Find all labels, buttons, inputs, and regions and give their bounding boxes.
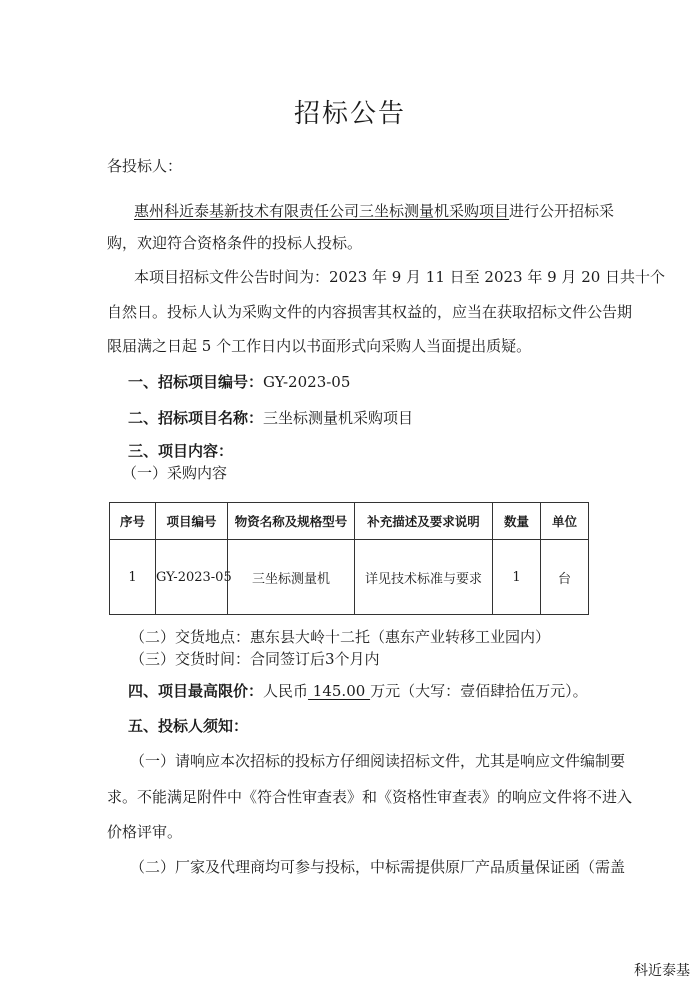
section-5-label: 五、投标人须知： — [128, 717, 249, 735]
intro-line-2: 购，欢迎符合资格条件的投标人投标。 — [107, 234, 363, 252]
notice-line-3: 限届满之日起 5 个工作日内以书面形式向采购人当面提出质疑。 — [107, 337, 532, 355]
notice-line-1: 本项目招标文件公告时间为：2023 年 9 月 11 日至 2023 年 9 月 20 日共十个 — [134, 268, 666, 286]
intro-line-1-rest: 进行公开招标采 — [509, 202, 615, 220]
procurement-table — [109, 502, 589, 615]
section-4 — [128, 681, 588, 701]
col-header-material-name: 物资名称及规格型号 — [228, 503, 355, 540]
col-header-unit: 单位 — [541, 503, 589, 540]
notice-p1-line-2: 求。不能满足附件中《符合性审查表》和《资格性审查表》的响应文件将不进入 — [107, 788, 633, 806]
price-prefix: 人民币 — [263, 682, 309, 700]
project-name-link[interactable]: 惠州科近泰基新技术有限责任公司三坐标测量机采购项目 — [134, 202, 510, 220]
notice-line-2: 自然日。投标人认为采购文件的内容损害其权益的，应当在获取招标文件公告期 — [107, 303, 633, 321]
col-header-index: 序号 — [110, 503, 156, 540]
notice-p2-line-1: （二）厂家及代理商均可参与投标，中标需提供原厂产品质量保证函（需盖 — [130, 858, 626, 876]
table-header-row — [110, 503, 589, 540]
col-header-quantity: 数量 — [493, 503, 541, 540]
section-3-label: 三、项目内容： — [128, 442, 234, 460]
section-1 — [128, 372, 350, 392]
cell-quantity: 1 — [493, 540, 541, 615]
delivery-time: （三）交货时间：合同签订后3个月内 — [130, 650, 380, 668]
cell-index: 1 — [110, 540, 156, 615]
section-4-label: 四、项目最高限价： — [128, 682, 264, 700]
delivery-place: （二）交货地点：惠东县大岭十二托（惠东产业转移工业园内） — [130, 628, 551, 646]
cell-material-name: 三坐标测量机 — [228, 540, 355, 615]
col-header-item-number: 项目编号 — [156, 503, 228, 540]
notice-p1-line-1: （一）请响应本次招标的投标方仔细阅读招标文件，尤其是响应文件编制要 — [130, 752, 626, 770]
section-3-sub-1: （一）采购内容 — [122, 464, 228, 482]
salutation: 各投标人： — [107, 157, 183, 175]
section-2-label: 二、招标项目名称： — [128, 409, 264, 427]
section-1-label: 一、招标项目编号： — [128, 373, 264, 391]
cell-unit: 台 — [541, 540, 589, 615]
project-title: 三坐标测量机采购项目 — [263, 409, 414, 427]
notice-p1-line-3: 价格评审。 — [107, 823, 183, 841]
price-suffix: 万元（大写：壹佰肆拾伍万元）。 — [370, 682, 588, 700]
section-2 — [128, 408, 413, 428]
intro-line-1 — [134, 201, 614, 221]
col-header-description: 补充描述及要求说明 — [355, 503, 493, 540]
price-amount: 145.00 — [308, 682, 371, 700]
brand-watermark: 科近泰基 — [634, 960, 690, 980]
cell-description: 详见技术标准与要求 — [355, 540, 493, 615]
page-title: 招标公告 — [293, 99, 406, 129]
cell-item-number: GY-2023-05 — [156, 540, 228, 615]
project-number: GY-2023-05 — [263, 373, 351, 391]
table-row — [110, 540, 589, 615]
